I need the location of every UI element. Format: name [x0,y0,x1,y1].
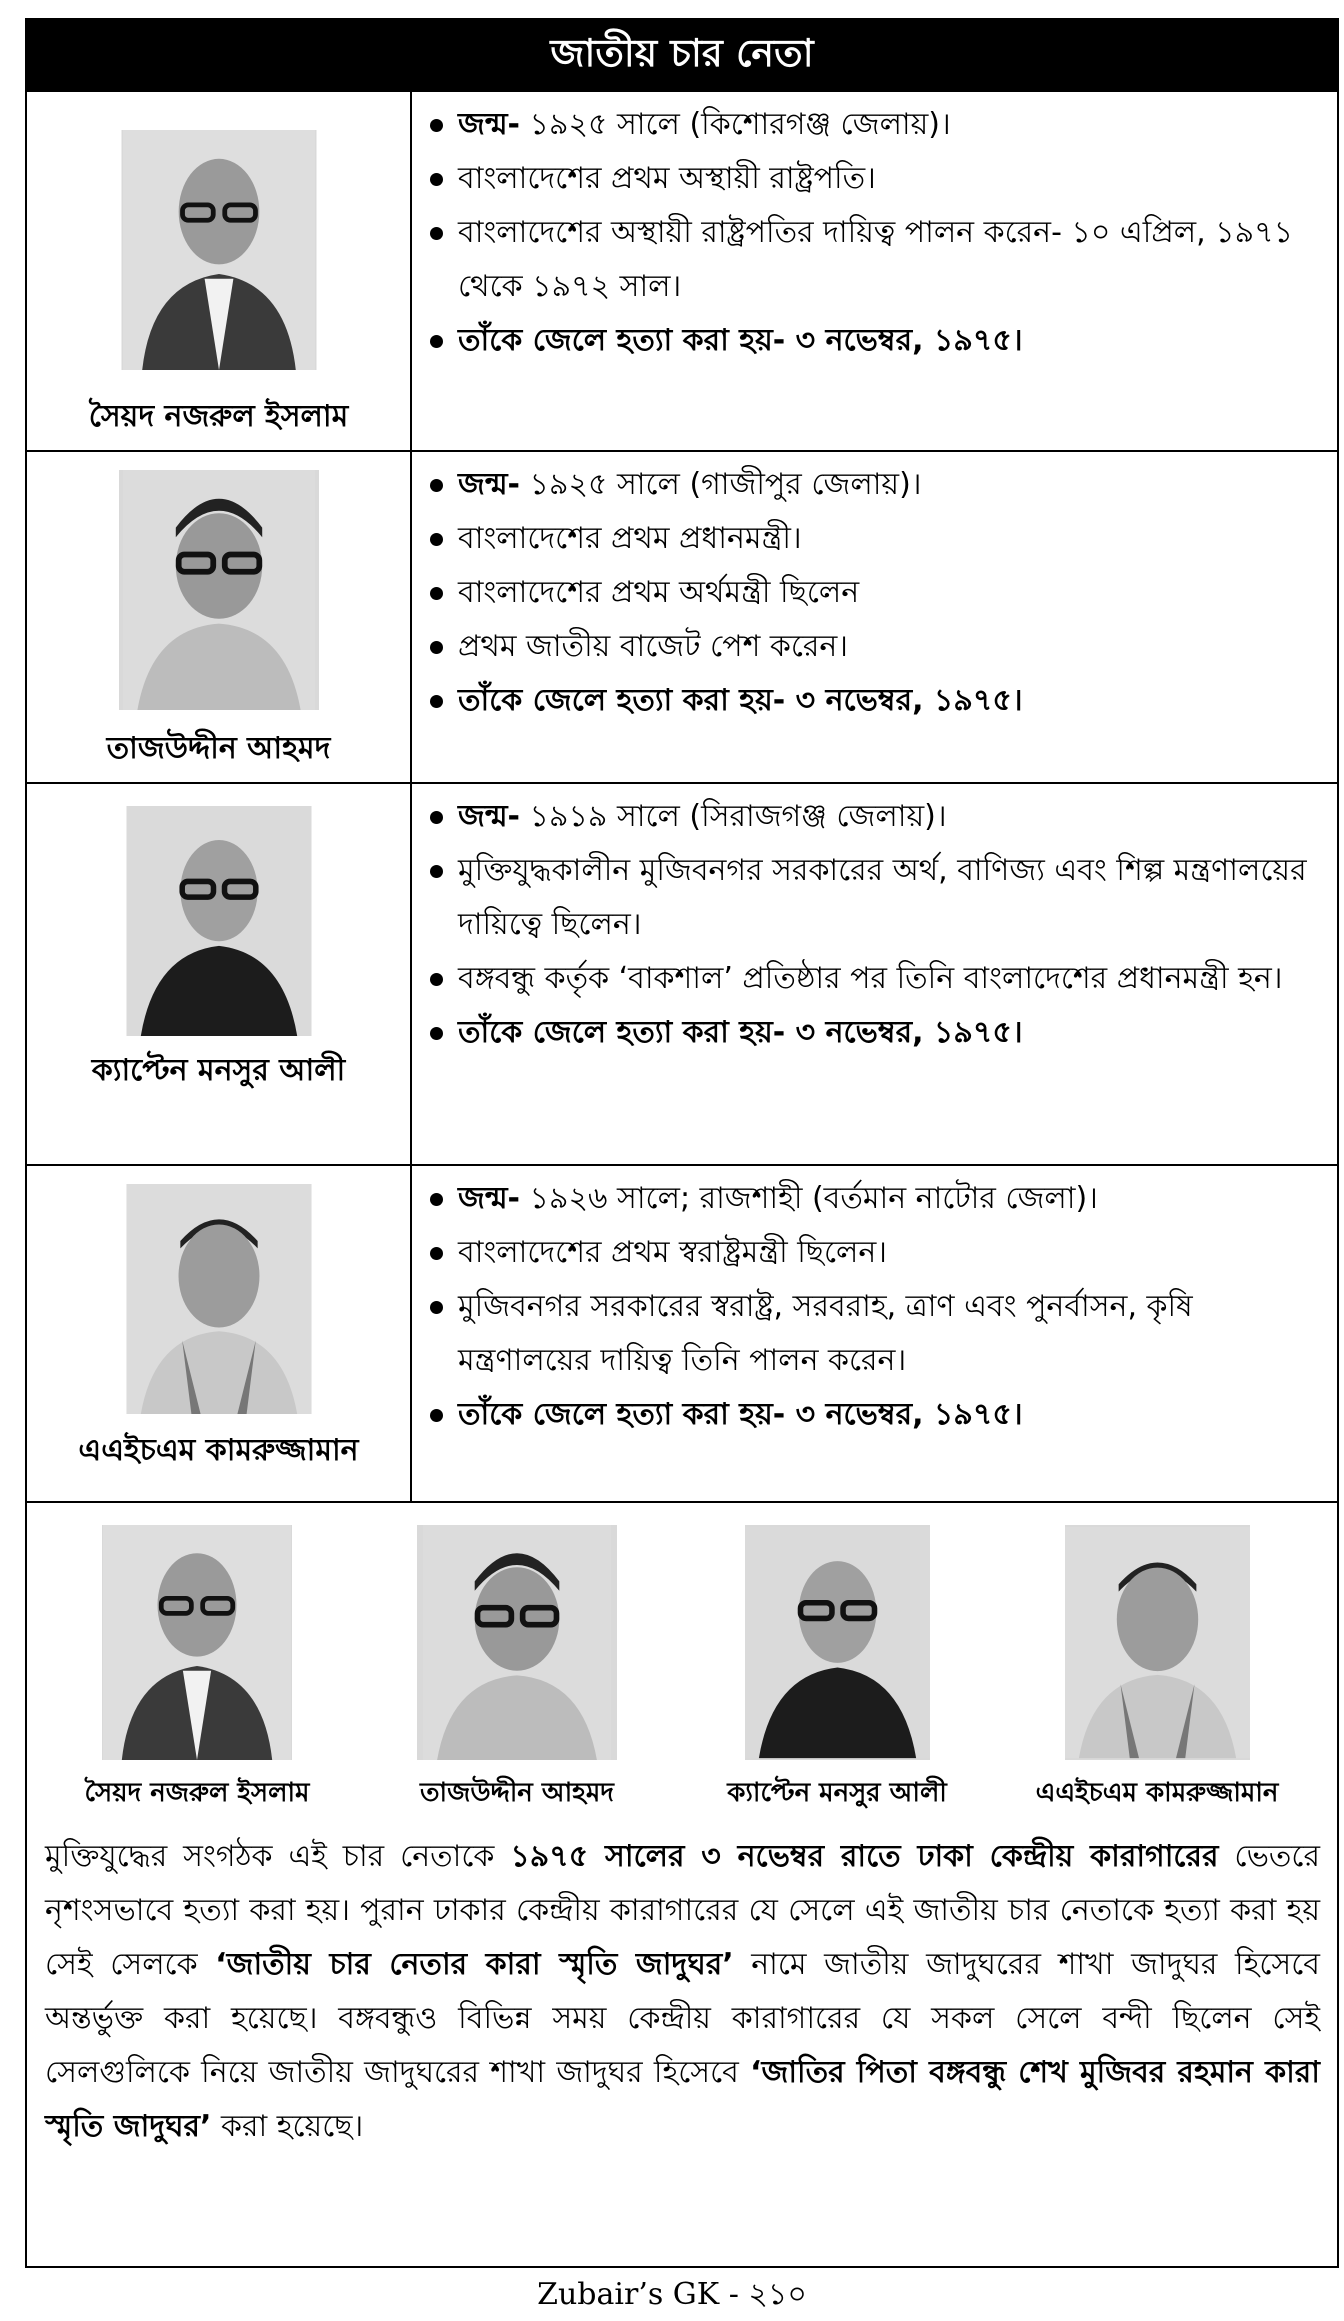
fact-list [414,98,1307,368]
gallery-caption: ক্যাপ্টেন মনসুর আলী [727,1778,947,1808]
fact-item: বাংলাদেশের প্রথম অস্থায়ী রাষ্ট্রপতি। [414,152,1307,206]
portrait-image [126,806,311,1036]
leader-portrait-cell [27,1166,412,1501]
leader-name: ক্যাপ্টেন মনসুর আলী [91,1053,346,1088]
fact-item: বাংলাদেশের অস্থায়ী রাষ্ট্রপতির দায়িত্ব পালন করেন- ১০ এপ্রিল, ১৯৭১ থেকে ১৯৭২ সাল। [414,206,1307,314]
fact-item: বাংলাদেশের প্রথম স্বরাষ্ট্রমন্ত্রী ছিলেন। [414,1226,1307,1280]
portrait-gallery [27,1505,1337,1825]
gallery-item [67,1525,327,1816]
leader-row [27,452,1337,784]
fact-item: মুক্তিযুদ্ধকালীন মুজিবনগর সরকারের অর্থ, বাণিজ্য এবং শিল্প মন্ত্রণালয়ের দায়িত্বে ছিলেন। [414,844,1307,952]
leader-name: এএইচএম কামরুজ্জামান [78,1433,359,1468]
fact-item: তাঁকে জেলে হত্যা করা হয়- ৩ নভেম্বর, ১৯৭৫। [414,674,1307,728]
gallery-portrait [102,1525,292,1760]
portrait-image [121,130,316,370]
fact-list [414,1172,1307,1442]
leader-row [27,1166,1337,1503]
gallery-item [1007,1525,1307,1816]
portrait-image [126,1184,311,1414]
gallery-item [397,1525,637,1816]
gallery-caption: তাজউদ্দীন আহমদ [420,1778,614,1808]
fact-item: জন্ম- ১৯২৫ সালে (গাজীপুর জেলায়)। [414,458,1307,512]
summary-paragraph: মুক্তিযুদ্ধের সংগঠক এই চার নেতাকে ১৯৭৫ সালের ৩ নভেম্বর রাতে ঢাকা কেন্দ্রীয় কারাগারের ভেতরে নৃশংসভাবে হত্যা করা হয়। পুরান ঢাকার কেন্দ্রীয় কারাগারের যে সেলে এই জাতীয় চার নেতাকে হত্যা করা হয় সেই সেলকে ‘জাতীয় চার নেতার কারা স্মৃতি জাদুঘর’ নামে জাতীয় জাদুঘরের শাখা জাদুঘর হিসেবে অন্তর্ভুক্ত করা হয়েছে। বঙ্গবন্ধুও বিভিন্ন সময় কেন্দ্রীয় কারাগারের যে সকল সেলে বন্দী ছিলেন সেই সেলগুলিকে নিয়ে জাতীয় জাদুঘরের শাখা জাদুঘর হিসেবে ‘জাতির পিতা বঙ্গবন্ধু শেখ মুজিবর রহমান কারা স্মৃতি জাদুঘর’ করা হয়েছে। [45,1839,1320,2144]
leader-row [27,784,1337,1166]
leader-portrait-cell [27,452,412,782]
gallery-caption: সৈয়দ নজরুল ইসলাম [84,1778,310,1808]
gallery-portrait [745,1525,930,1760]
fact-item: জন্ম- ১৯২৫ সালে (কিশোরগঞ্জ জেলায়)। [414,98,1307,152]
leader-name: সৈয়দ নজরুল ইসলাম [88,399,349,434]
gallery-portrait [417,1525,617,1760]
leader-portrait-cell [27,784,412,1164]
fact-item: বাংলাদেশের প্রথম অর্থমন্ত্রী ছিলেন [414,566,1307,620]
leader-row [27,92,1337,452]
page-title: জাতীয় চার নেতা [27,20,1337,92]
fact-item: বাংলাদেশের প্রথম প্রধানমন্ত্রী। [414,512,1307,566]
gallery-caption: এএইচএম কামরুজ্জামান [1035,1778,1279,1808]
fact-item: তাঁকে জেলে হত্যা করা হয়- ৩ নভেম্বর, ১৯৭৫। [414,1006,1307,1060]
leader-name: তাজউদ্দীন আহমদ [106,731,331,766]
fact-list [414,790,1307,1060]
fact-item: জন্ম- ১৯১৯ সালে (সিরাজগঞ্জ জেলায়)। [414,790,1307,844]
gallery-portrait [1065,1525,1250,1760]
page-frame [25,18,1339,2268]
fact-item: বঙ্গবন্ধু কর্তৃক ‘বাকশাল’ প্রতিষ্ঠার পর তিনি বাংলাদেশের প্রধানমন্ত্রী হন। [414,952,1307,1006]
fact-item: তাঁকে জেলে হত্যা করা হয়- ৩ নভেম্বর, ১৯৭৫। [414,314,1307,368]
fact-item: প্রথম জাতীয় বাজেট পেশ করেন। [414,620,1307,674]
portrait-image [119,470,319,710]
fact-list [414,458,1307,728]
leader-portrait-cell [27,92,412,450]
fact-item: তাঁকে জেলে হত্যা করা হয়- ৩ নভেম্বর, ১৯৭৫। [414,1388,1307,1442]
gallery-item [707,1525,967,1816]
page-footer: Zubair’s GK - ২১০ [537,2277,807,2312]
fact-item: জন্ম- ১৯২৬ সালে; রাজশাহী (বর্তমান নাটোর জেলা)। [414,1172,1307,1226]
fact-item: মুজিবনগর সরকারের স্বরাষ্ট্র, সরবরাহ, ত্রাণ এবং পুনর্বাসন, কৃষি মন্ত্রণালয়ের দায়িত্ব তিনি পালন করেন। [414,1280,1307,1388]
